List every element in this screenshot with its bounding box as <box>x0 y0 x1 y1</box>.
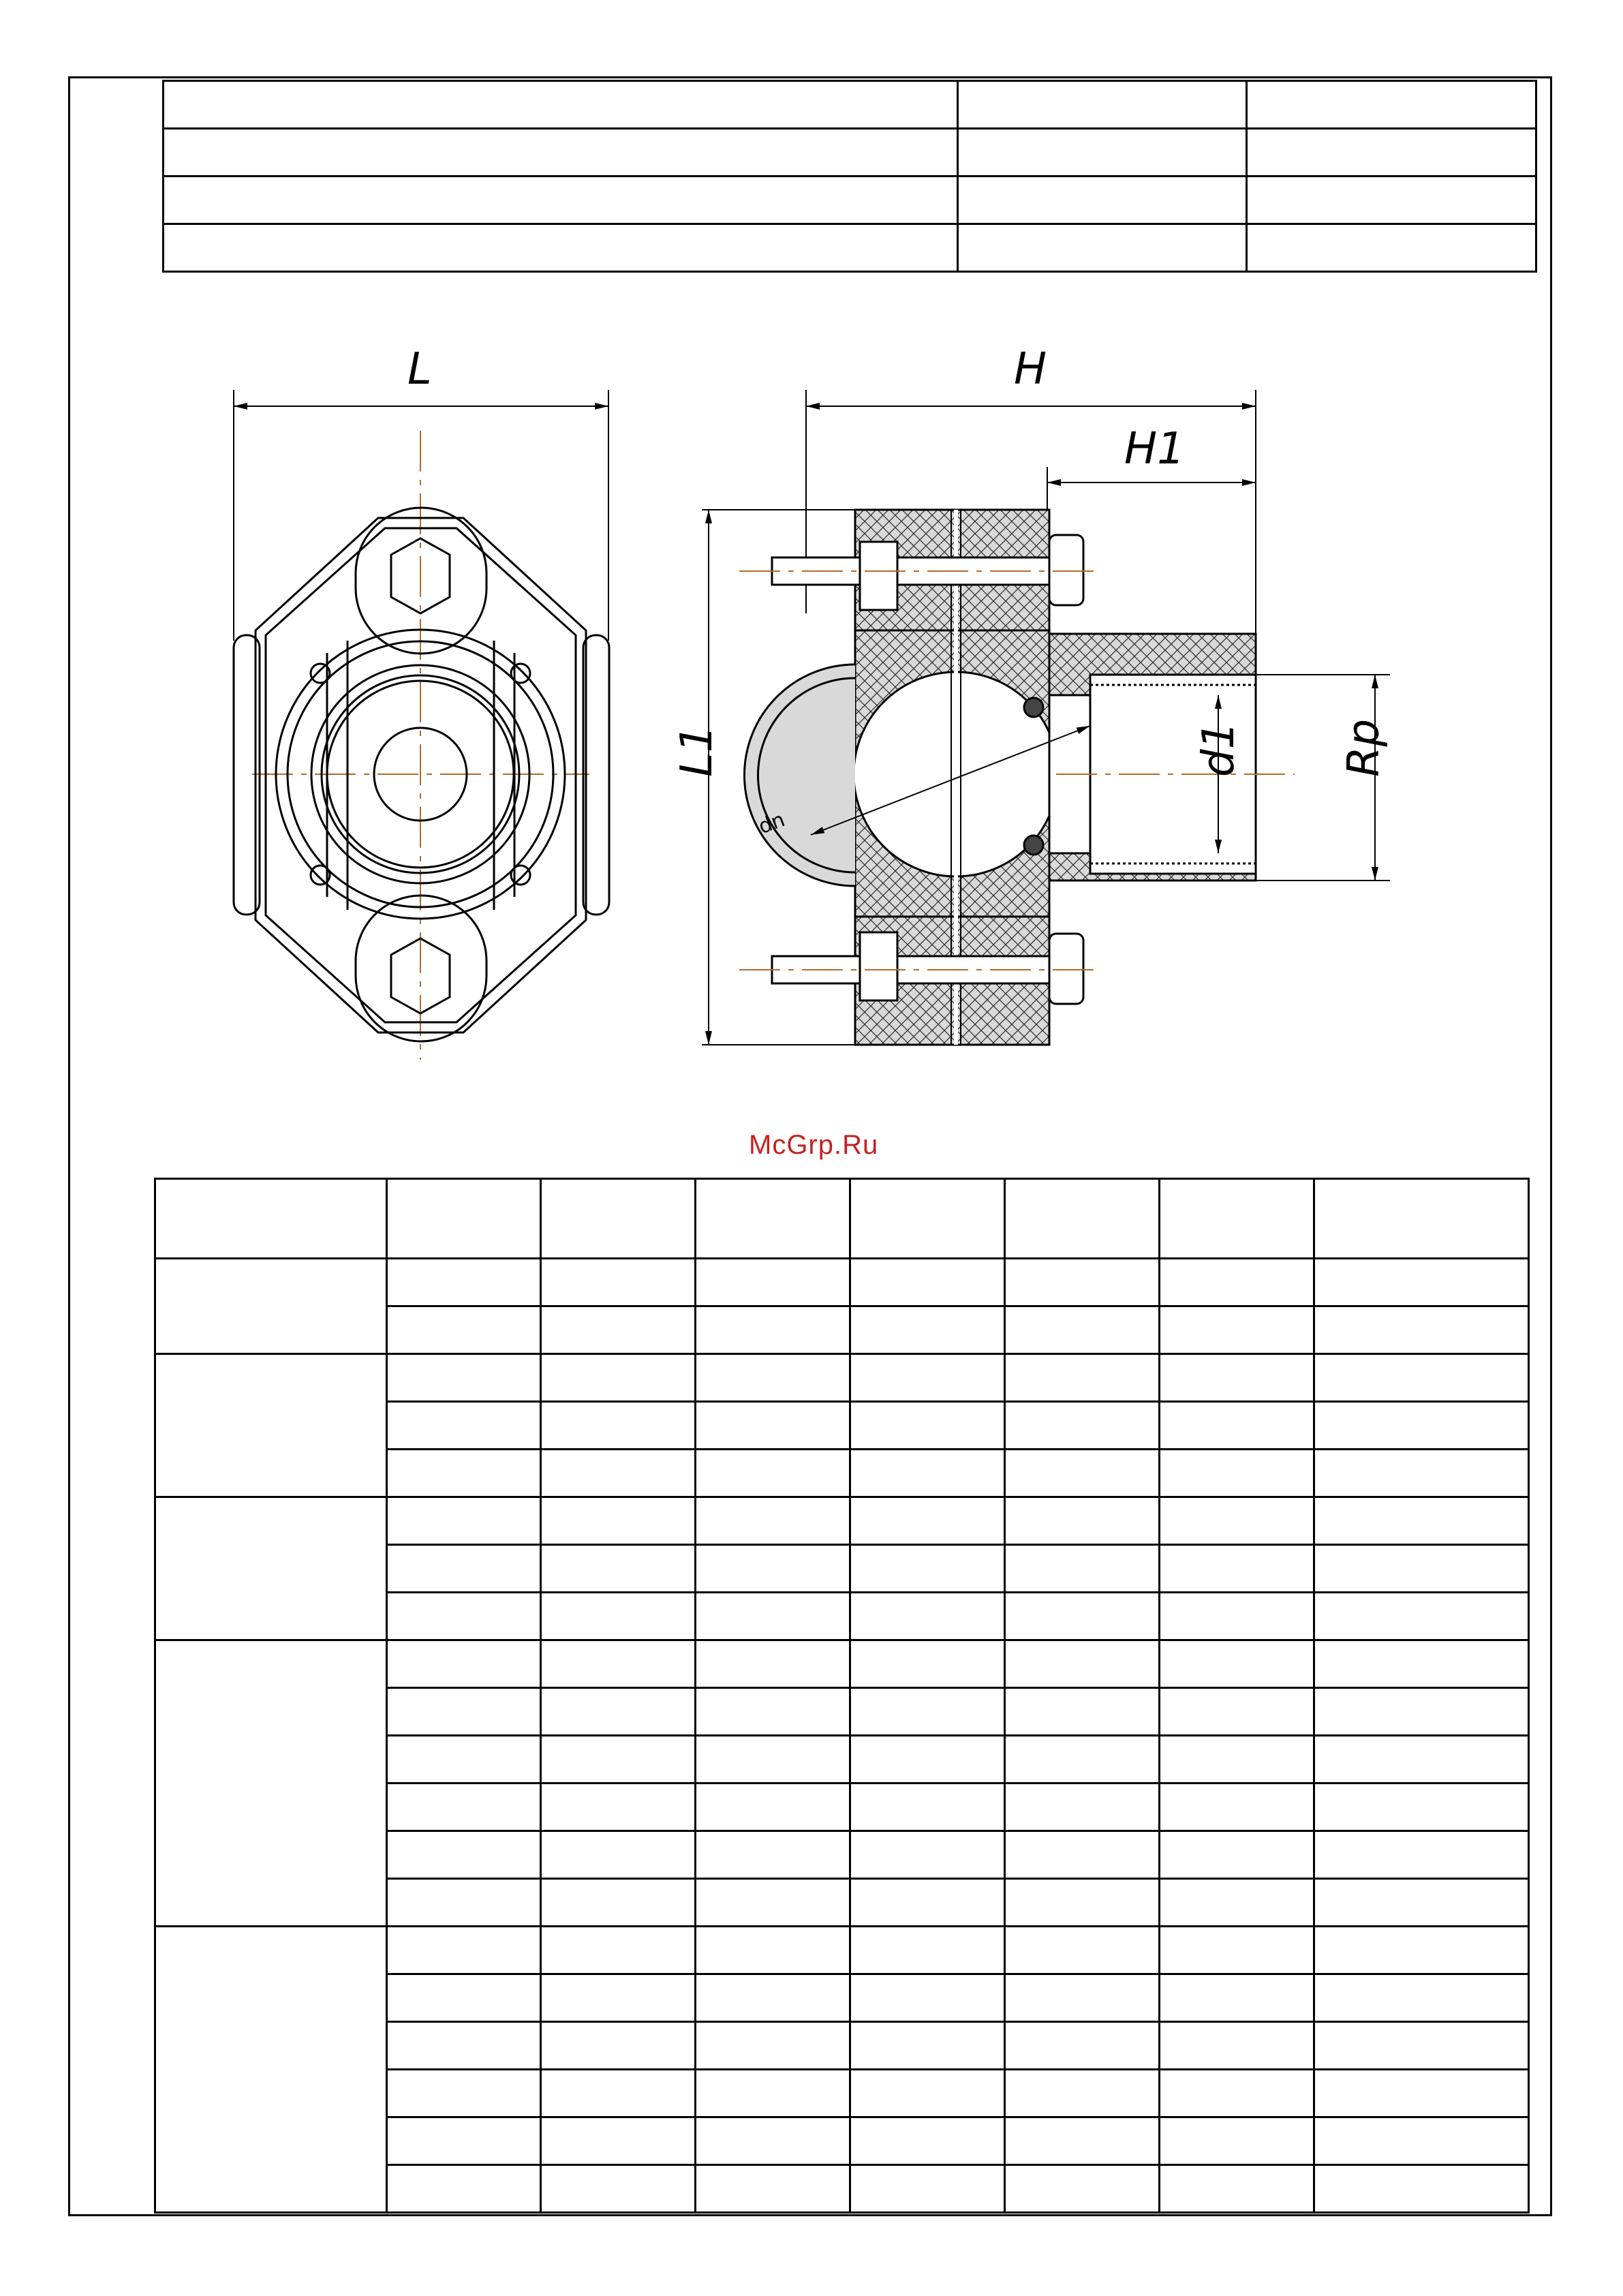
dimension-H1-label: H1 <box>1124 424 1185 474</box>
table-row <box>155 1927 1529 1974</box>
section-view <box>702 390 1390 1045</box>
table-row <box>155 1354 1529 1402</box>
front-view <box>234 390 609 1060</box>
dimension-Rp-label: Rp <box>1339 718 1389 777</box>
spec-table <box>154 1178 1530 2214</box>
dimension-H-label: H <box>1014 344 1047 395</box>
dimension-dn-label: dn <box>755 808 788 840</box>
dimension-L1-label: L1 <box>672 724 722 777</box>
watermark-text: McGrp.Ru <box>749 1130 879 1160</box>
table-header-row <box>155 1179 1529 1259</box>
table-row <box>155 1497 1529 1545</box>
dimension-d1-label: d1 <box>1194 721 1244 777</box>
table-row <box>155 1640 1529 1688</box>
table-row <box>155 1259 1529 1306</box>
dimension-L-label: L <box>407 344 432 395</box>
